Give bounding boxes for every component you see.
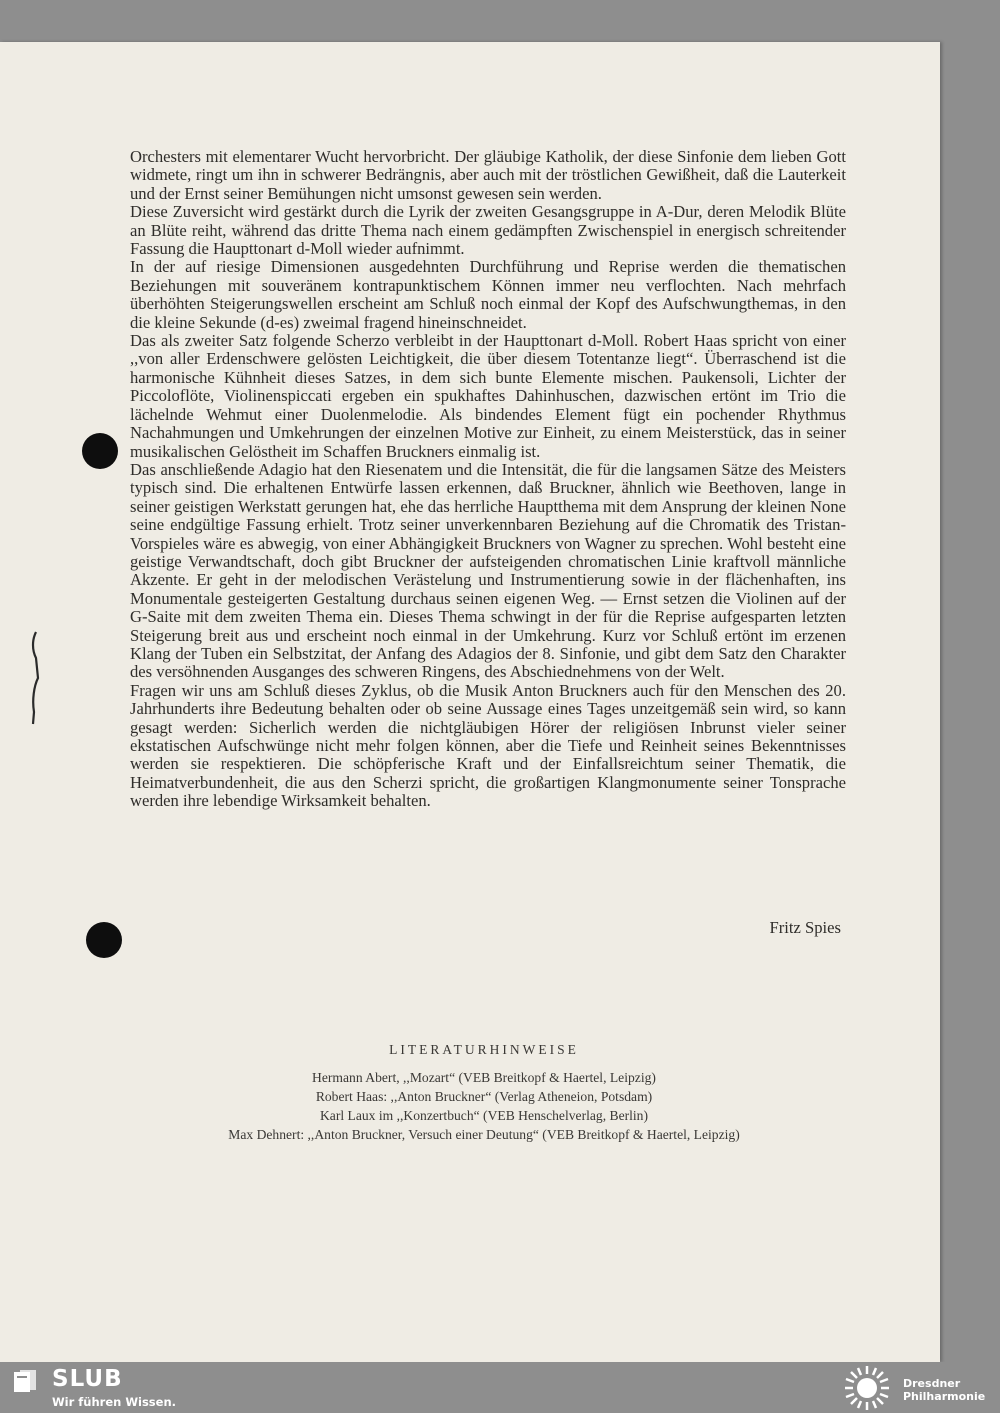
literature-heading: LITERATURHINWEISE bbox=[389, 1042, 579, 1057]
philharmonie-line2: Philharmonie bbox=[903, 1390, 986, 1403]
paragraph: Diese Zuversicht wird gestärkt durch die Lyrik der zweiten Gesangsgruppe in A-Dur, deren Melodik Blüte an Blüte reiht, während das dritte Thema nach einem gedämpften Zwischenspiel in energisch schreitender Fassung die Haupttonart d-Moll wieder aufnimmt. bbox=[130, 202, 846, 259]
footer-bar bbox=[0, 1362, 1000, 1413]
punch-hole-icon bbox=[82, 433, 118, 469]
slub-tagline: Wir führen Wissen. bbox=[52, 1395, 177, 1409]
literature-item: Karl Laux im ,,Konzertbuch“ (VEB Henschelverlag, Berlin) bbox=[319, 1108, 649, 1123]
punch-hole-icon bbox=[86, 922, 122, 958]
philharmonie-logo-icon bbox=[842, 1364, 892, 1412]
paragraph: Orchesters mit elementarer Wucht hervorbricht. Der gläubige Katholik, der diese Sinfonie dem lieben Gott widmete, ringt um ihn in schwerer Bedrängnis, aber auch mit der tröstlichen Gewißheit, daß die Lauterkeit und der Ernst seiner Bemühungen nicht umsonst gewesen sein werden. bbox=[130, 147, 846, 203]
paragraph: Das anschließende Adagio hat den Riesenatem und die Intensität, die für die langsamen Sätze des Meisters typisch sind. Die erhaltenen Entwürfe lassen erkennen, daß Bruckner, ähnlich wie Beethoven, lange in seiner geistigen Werkstatt gerungen hat, ehe das herrliche Hauptthema mit dem Ansprung der kleinen None seine endgültige Fassung erhielt. Trotz seiner unverkennbaren Beziehung auf die Chromatik des Tristan-Vorspieles wäre es abwegig, von einer Abhängigkeit Bruckners von Wagner zu sprechen. Wohl besteht eine geistige Verwandtschaft, doch gibt Bruckner der aufsteigenden chromatischen Linie kraftvoll männliche Akzente. Er geht in der melodischen Verästelung und Instrumentierung sowie in der flächenhaften, ins Monumentale gesteigerten Gestaltung durchaus seinen eigenen Weg. — Ernst setzen die Violinen auf der G-Saite mit dem zweiten Thema ein. Dieses Thema schwingt in der für die Reprise aufgesparten letzten Steigerung breit aus und erscheint noch einmal in der Umkehrung. Kurz vor Schluß ertönt im erzenen Klang der Tuben ein Selbstzitat, der Anfang des Adagios der 8. Sinfonie, und gibt dem Satz den Charakter des versöhnenden Ausganges des schweren Ringens, des Abschiednehmens von der Welt. bbox=[130, 459, 846, 682]
staple-icon bbox=[28, 630, 42, 726]
paragraph: Das als zweiter Satz folgende Scherzo verbleibt in der Haupttonart d-Moll. Robert Haas spricht von einer ,,von aller Erdenschwere gelösten Leichtigkeit, die über diesem Totentanze liegt“. Überraschend ist die harmonische Kühnheit dieses Satzes, in dem sich bunte Elemente mischen. Paukensoli, Lichter der Piccoloflöte, Violinenspiccati ergeben ein spukhaftes Dahinhuschen, dazwischen ertönt im Trio die lächelnde Wehmut einer Duolenmelodie. Als bindendes Element fügt ein pochender Rhythmus Nachahmungen und Umkehrungen der einzelnen Motive zur Einheit, zu einem Meisterstück, das in seiner musikalischen Gelöstheit im Schaffen Bruckners einmalig ist. bbox=[130, 331, 846, 461]
literature-list bbox=[0, 1068, 968, 1144]
slub-logo-text: SLUB bbox=[52, 1366, 123, 1392]
literature-item: Max Dehnert: ,,Anton Bruckner, Versuch einer Deutung“ (VEB Breitkopf & Haertel, Leipzig) bbox=[228, 1127, 740, 1142]
slub-logo-icon bbox=[12, 1368, 38, 1394]
literature-item: Robert Haas: ,,Anton Bruckner“ (Verlag Atheneion, Potsdam) bbox=[315, 1089, 653, 1104]
philharmonie-line1: Dresdner bbox=[903, 1377, 961, 1390]
paragraph: In der auf riesige Dimensionen ausgedehnten Durchführung und Reprise werden die thematischen Beziehungen mit souveränem kontrapunktischem Können immer neu verflochten. Nach mehrfach überhöhten Steigerungswellen erscheint am Schluß noch einmal der Kopf des Aufschwungthemas, in den die kleine Sekunde (d-es) zweimal fragend hineinschneidet. bbox=[130, 257, 846, 332]
article-body bbox=[130, 148, 846, 811]
document-page bbox=[0, 42, 940, 1362]
literature-item: Hermann Abert, ,,Mozart“ (VEB Breitkopf & Haertel, Leipzig) bbox=[312, 1070, 656, 1085]
philharmonie-logo-text bbox=[903, 1377, 985, 1403]
author-signature: Fritz Spies bbox=[769, 918, 841, 937]
paragraph: Fragen wir uns am Schluß dieses Zyklus, ob die Musik Anton Bruckners auch für den Menschen des 20. Jahrhunderts ihre Bedeutung behalten oder ob seine Aussage eines Tages unzeitgemäß sein wird, so kann gesagt werden: Sicherlich werden die nichtgläubigen Hörer der religiösen Inbrunst vieler seiner ekstatischen Aufschwünge nicht mehr folgen können, aber die Tiefe und Reinheit seines Bekenntnisses werden sie respektieren. Die schöpferische Kraft und der Einfallsreichtum seiner Thematik, die Heimatverbundenheit, die aus den Scherzi spricht, die großartigen Klangmonumente seiner Tonsprache werden ihre lebendige Wirksamkeit behalten. bbox=[130, 680, 846, 811]
